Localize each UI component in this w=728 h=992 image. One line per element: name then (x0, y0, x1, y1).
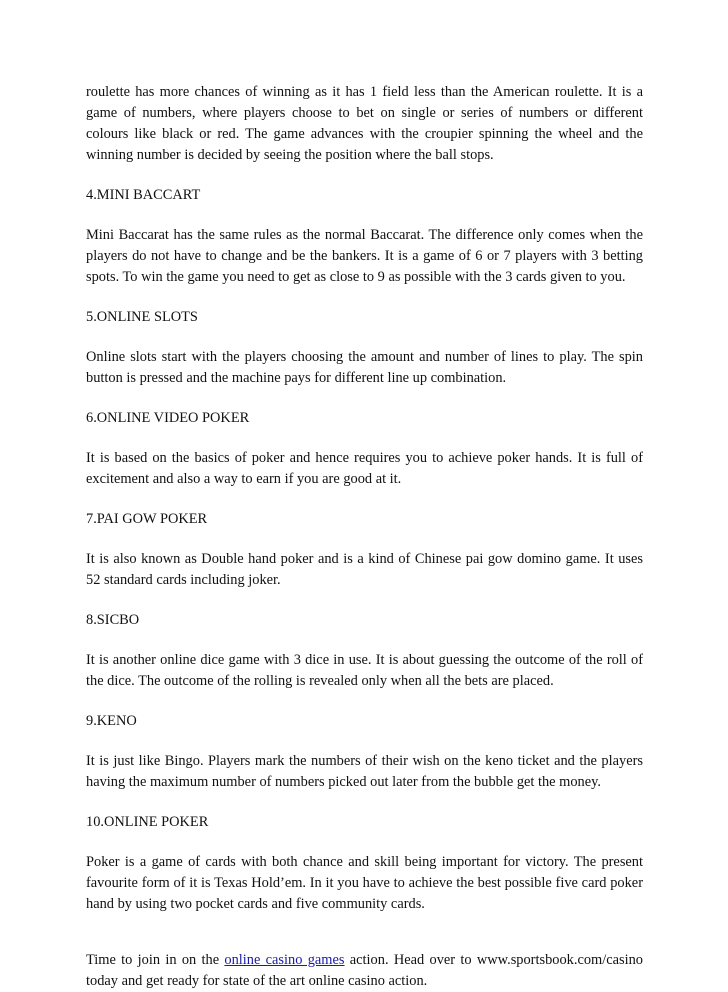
section-body-online-poker: Poker is a game of cards with both chance and skill being important for victory. The present favourite form of it is Texas Hold’em. In it you have to achieve the best possible five card poker hand by using two pocket cards and five community cards. (86, 854, 643, 912)
intro-paragraph: roulette has more chances of winning as it has 1 field less than the American roulette. It is a game of numbers, where players choose to bet on single or series of numbers or different colours like black or red. The game advances with the croupier spinning the wheel and the winning number is decided by seeing the position where the ball stops. (86, 84, 643, 163)
online-casino-games-link[interactable]: online casino games (224, 952, 345, 968)
section-heading-online-video-poker: 6.ONLINE VIDEO POKER (86, 410, 250, 426)
closing-paragraph (86, 950, 643, 992)
document-page (86, 82, 643, 992)
section-body-pai-gow-poker: It is also known as Double hand poker and is a kind of Chinese pai gow domino game. It uses 52 standard cards including joker. (86, 551, 643, 588)
section-heading-sicbo: 8.SICBO (86, 612, 140, 628)
closing-text-before-link: Time to join in on the (86, 952, 225, 968)
section-body-mini-baccart: Mini Baccarat has the same rules as the normal Baccarat. The difference only comes when the players do not have to change and be the bankers. It is a game of 6 or 7 players with 3 betting spots. To win the game you need to get as close to 9 as possible with the 3 cards given to you. (86, 227, 643, 285)
section-body-online-slots: Online slots start with the players choosing the amount and number of lines to play. The spin button is pressed and the machine pays for different line up combination. (86, 349, 643, 386)
section-heading-online-poker: 10.ONLINE POKER (86, 814, 209, 830)
section-heading-keno: 9.KENO (86, 713, 137, 729)
closing-text-after-link: action. Head over to www.sportsbook.com/casino today and get ready for state of the art online casino action. (86, 952, 643, 989)
section-heading-mini-baccart: 4.MINI BACCART (86, 187, 201, 203)
section-body-sicbo: It is another online dice game with 3 dice in use. It is about guessing the outcome of the roll of the dice. The outcome of the rolling is revealed only when all the bets are placed. (86, 652, 643, 689)
section-body-keno: It is just like Bingo. Players mark the numbers of their wish on the keno ticket and the players having the maximum number of numbers picked out later from the bubble get the money. (86, 753, 643, 790)
section-heading-pai-gow-poker: 7.PAI GOW POKER (86, 511, 208, 527)
section-heading-online-slots: 5.ONLINE SLOTS (86, 309, 198, 325)
section-body-online-video-poker: It is based on the basics of poker and hence requires you to achieve poker hands. It is full of excitement and also a way to earn if you are good at it. (86, 450, 643, 487)
